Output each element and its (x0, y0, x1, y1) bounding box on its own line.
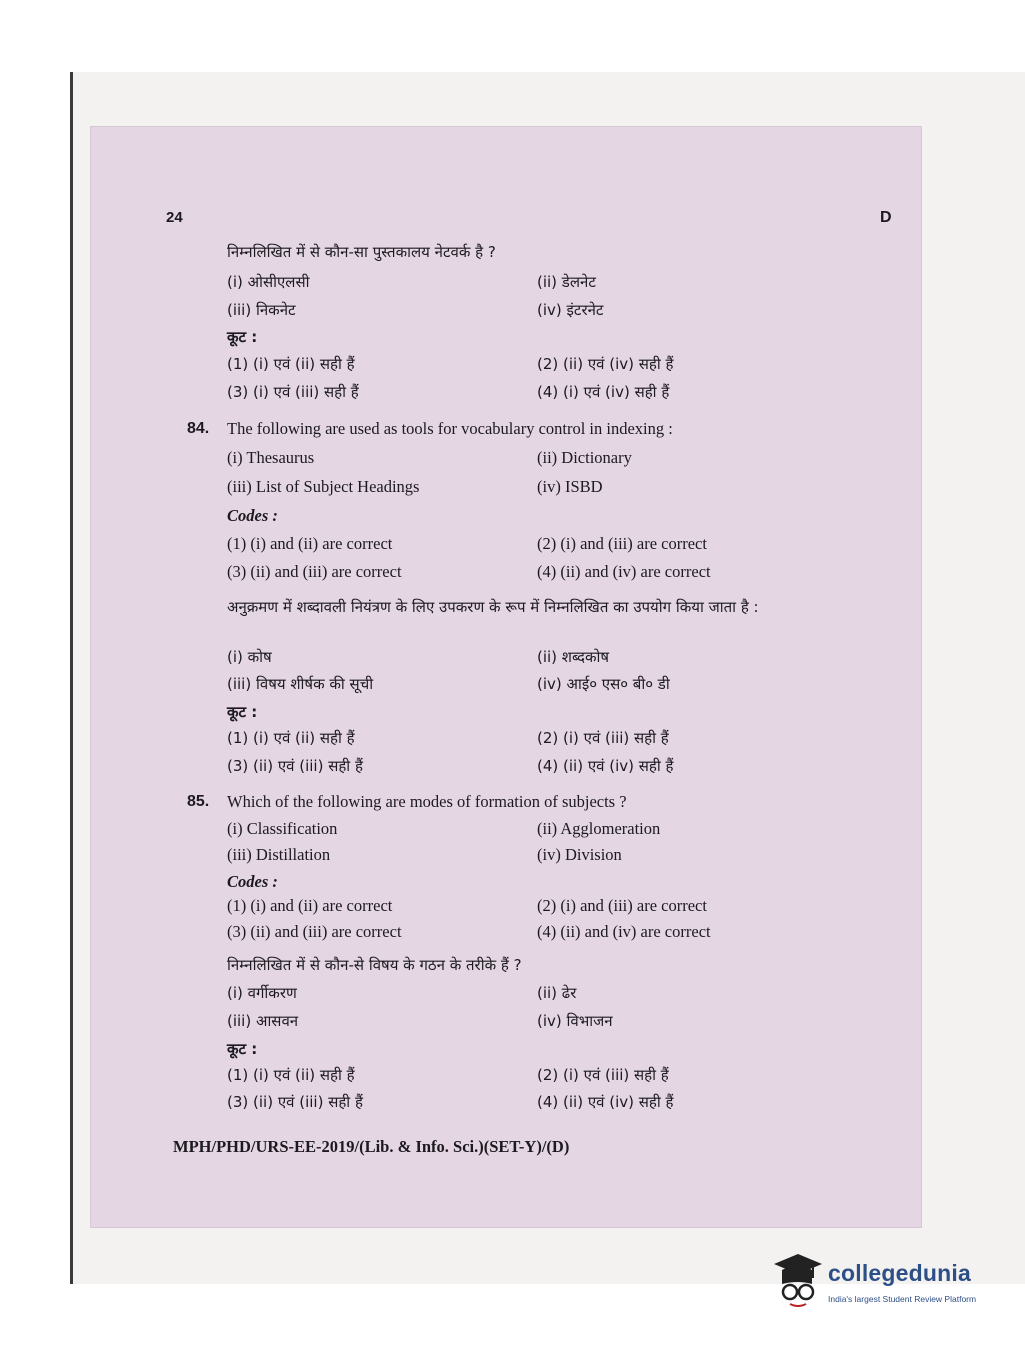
set-letter: D (880, 209, 892, 226)
q84-option-1: (i) Thesaurus (227, 448, 315, 467)
q85-option-4: (iv) Division (537, 845, 622, 864)
q85-question: Which of the following are modes of formation of subjects ? (227, 792, 627, 811)
q84-hindi-code-4: (4) (ii) एवं (iv) सही हैं (537, 757, 674, 775)
q85-codes-label: Codes : (227, 872, 278, 891)
q84-hindi-code-1: (1) (i) एवं (ii) सही हैं (227, 729, 355, 747)
q84-hindi-code-3: (3) (ii) एवं (iii) सही हैं (227, 757, 363, 775)
q83-hindi-option-2: (ii) डेलनेट (537, 273, 596, 291)
q84-option-4: (iv) ISBD (537, 477, 603, 496)
q84-number: 84. (187, 420, 210, 437)
q85-option-1: (i) Classification (227, 819, 338, 838)
q85-code-1: (1) (i) and (ii) are correct (227, 896, 393, 915)
q85-hindi-code-2: (2) (i) एवं (iii) सही हैं (537, 1066, 669, 1084)
q85-hindi-option-1: (i) वर्गीकरण (227, 984, 297, 1002)
collegedunia-logo[interactable] (768, 1250, 993, 1320)
q84-option-2: (ii) Dictionary (537, 448, 632, 467)
page-number: 24 (166, 209, 183, 226)
q85-code-3: (3) (ii) and (iii) are correct (227, 922, 402, 941)
q84-hindi-option-3: (iii) विषय शीर्षक की सूची (227, 675, 374, 693)
q84-hindi-option-4: (iv) आई० एस० बी० डी (537, 675, 670, 693)
q83-hindi-question: निम्नलिखित में से कौन-सा पुस्तकालय नेटवर्क है ? (227, 243, 496, 261)
q84-code-4: (4) (ii) and (iv) are correct (537, 562, 711, 581)
q85-number: 85. (187, 793, 210, 810)
q84-hindi-code-2: (2) (i) एवं (iii) सही हैं (537, 729, 669, 747)
q85-hindi-code-3: (3) (ii) एवं (iii) सही हैं (227, 1093, 363, 1111)
paper-code-footer: MPH/PHD/URS-EE-2019/(Lib. & Info. Sci.)(SET-Y)/(D) (173, 1137, 570, 1156)
q83-hindi-codes-label: कूट : (227, 328, 258, 346)
q83-hindi-code-3: (3) (i) एवं (iii) सही हैं (227, 383, 359, 401)
q84-option-3: (iii) List of Subject Headings (227, 477, 420, 496)
q85-hindi-code-1: (1) (i) एवं (ii) सही हैं (227, 1066, 355, 1084)
q84-code-3: (3) (ii) and (iii) are correct (227, 562, 402, 581)
q84-hindi-option-2: (ii) शब्दकोष (537, 648, 610, 666)
q84-hindi-question: अनुक्रमण में शब्दावली नियंत्रण के लिए उपकरण के रूप में निम्नलिखित का उपयोग किया जाता है : (227, 598, 759, 616)
logo-tagline: India's largest Student Review Platform (828, 1294, 977, 1304)
q85-option-3: (iii) Distillation (227, 845, 331, 864)
q85-code-2: (2) (i) and (iii) are correct (537, 896, 707, 915)
q83-hindi-code-2: (2) (ii) एवं (iv) सही हैं (537, 355, 674, 373)
q85-hindi-option-3: (iii) आसवन (227, 1012, 299, 1030)
q85-hindi-code-4: (4) (ii) एवं (iv) सही हैं (537, 1093, 674, 1111)
q84-code-1: (1) (i) and (ii) are correct (227, 534, 393, 553)
graduate-mascot-icon (768, 1250, 826, 1312)
logo-brand-text: collegedunia (828, 1260, 971, 1286)
exam-page (91, 127, 921, 1227)
q85-hindi-option-4: (iv) विभाजन (537, 1012, 613, 1030)
q84-codes-label: Codes : (227, 506, 278, 525)
q85-code-4: (4) (ii) and (iv) are correct (537, 922, 711, 941)
q83-hindi-option-3: (iii) निकनेट (227, 301, 296, 319)
q85-hindi-codes-label: कूट : (227, 1040, 258, 1058)
q85-option-2: (ii) Agglomeration (537, 819, 661, 838)
q84-question: The following are used as tools for vocabulary control in indexing : (227, 419, 673, 438)
q83-hindi-code-1: (1) (i) एवं (ii) सही हैं (227, 355, 355, 373)
q84-hindi-option-1: (i) कोष (227, 648, 272, 666)
q83-hindi-option-4: (iv) इंटरनेट (537, 301, 604, 319)
q84-code-2: (2) (i) and (iii) are correct (537, 534, 707, 553)
q84-hindi-codes-label: कूट : (227, 703, 258, 721)
q83-hindi-code-4: (4) (i) एवं (iv) सही हैं (537, 383, 670, 401)
q85-hindi-option-2: (ii) ढेर (537, 984, 577, 1002)
q83-hindi-option-1: (i) ओसीएलसी (227, 273, 310, 291)
q85-hindi-question: निम्नलिखित में से कौन-से विषय के गठन के तरीके हैं ? (227, 956, 522, 974)
